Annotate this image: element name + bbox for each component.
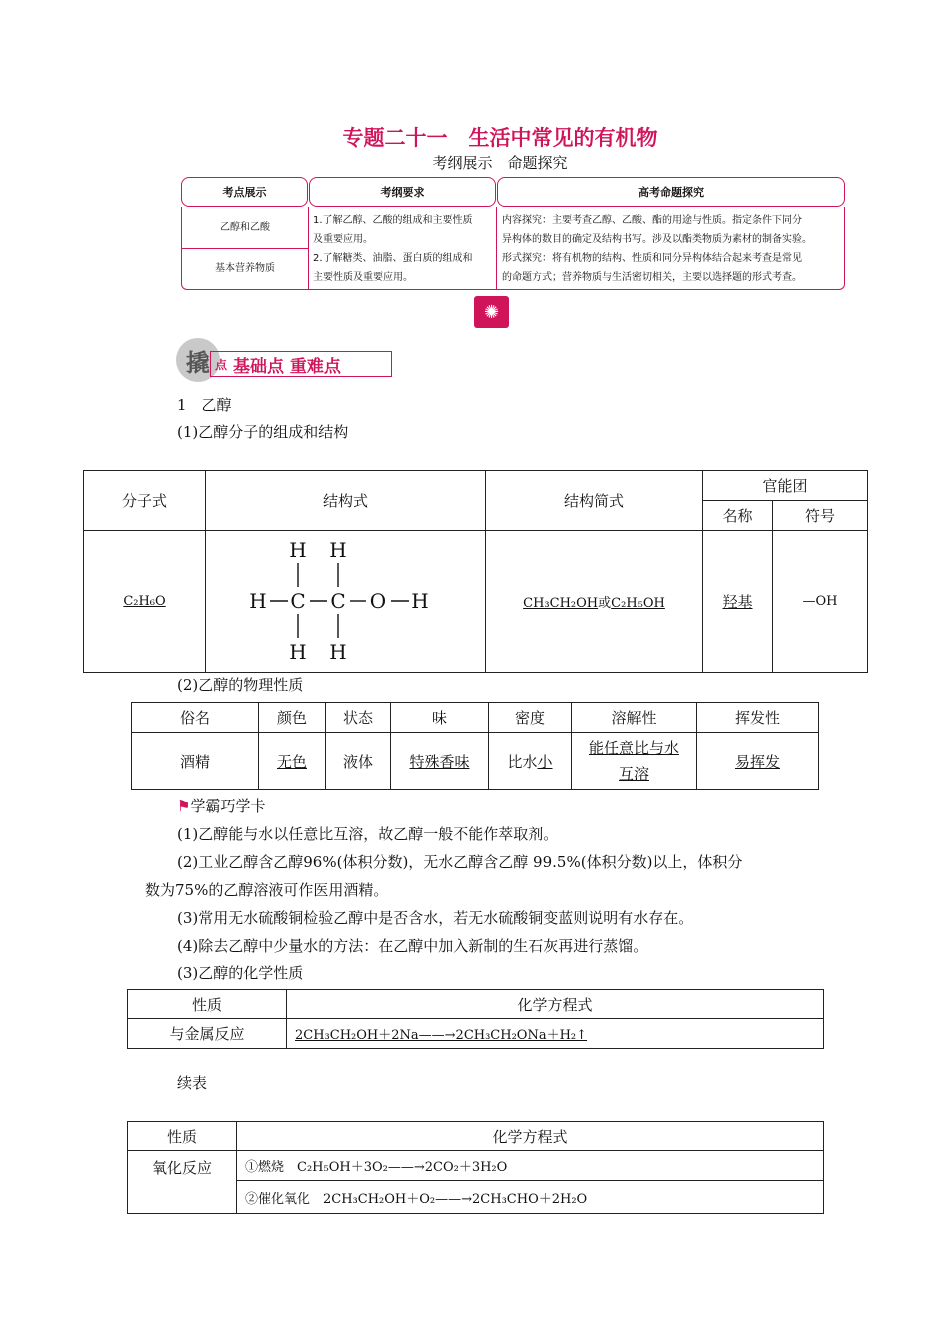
tip-3: (3)常用无水硫酸铜检验乙醇中是否含水，若无水硫酸铜变蓝则说明有水存在。 <box>177 909 694 927</box>
tips-icon: ⚑ <box>177 797 191 815</box>
col-simple: 结构简式 <box>486 471 703 531</box>
phys-header-density: 密度 <box>489 703 572 733</box>
chem2-header-equation: 化学方程式 <box>237 1122 824 1151</box>
exploration-text: 内容探究：主要考查乙醇、乙酸、酯的用途与性质。指定条件下同分 异构体的数目的确定及结构书写。涉及以酯类物质为素材的制备实验。 形式探究：将有机物的结构、性质和同分异构体结合起来考查是常见 的命题方式；营养物质与生活密切相关，主要以选择题的形式考查。 <box>502 215 812 283</box>
group-name-value: 羟基 <box>703 531 773 673</box>
group-symbol-value: —OH <box>773 531 868 673</box>
continued-label: 续表 <box>177 1074 208 1092</box>
chem1-row-equation: 2CH₃CH₂OH＋2Na——→2CH₃CH₂ONa＋H₂↑ <box>287 1019 824 1049</box>
structural-formula <box>206 531 486 673</box>
svg-text:H: H <box>328 639 347 664</box>
heading-composition: (1)乙醇分子的组成和结构 <box>177 423 349 441</box>
chem-table-1 <box>127 989 824 1049</box>
overview-table <box>181 177 845 290</box>
badge-circle-icon: 撬 <box>176 338 220 382</box>
heading-ethanol: 1 乙醇 <box>177 396 232 414</box>
svg-text:C: C <box>289 588 306 613</box>
requirements-text: 1.了解乙醇、乙酸的组成和主要性质 及重要应用。 2.了解糖类、油脂、蛋白质的组成和 主要性质及重要应用。 <box>313 215 473 283</box>
phys-value-volatility: 易挥发 <box>697 733 819 790</box>
tip-4: (4)除去乙醇中少量水的方法：在乙醇中加入新制的生石灰再进行蒸馏。 <box>177 937 649 955</box>
topic-ethanol-acetic: 乙醇和乙酸 <box>220 222 270 233</box>
svg-text:H: H <box>328 537 347 562</box>
tip-2-cont: 数为75%的乙醇溶液可作医用酒精。 <box>145 881 389 899</box>
phys-header-smell: 味 <box>391 703 489 733</box>
svg-text:H: H <box>288 639 307 664</box>
overview-header-exploration: 高考命题探究 <box>497 177 845 207</box>
heading-physical: (2)乙醇的物理性质 <box>177 676 304 694</box>
chem1-header-property: 性质 <box>128 990 287 1019</box>
overview-header-requirement: 考纲要求 <box>309 177 496 207</box>
phys-header-color: 颜色 <box>259 703 326 733</box>
phys-header-state: 状态 <box>326 703 391 733</box>
tips-label: ⚑学霸巧学卡 <box>177 797 266 815</box>
col-structure: 结构式 <box>206 471 486 531</box>
col-group-name: 名称 <box>703 501 773 531</box>
svg-text:H: H <box>248 588 267 613</box>
overview-header-topic: 考点展示 <box>181 177 308 207</box>
phys-value-solubility: 能任意比与水 互溶 <box>572 733 697 790</box>
structure-table <box>83 470 868 673</box>
chem2-row-label: 氧化反应 <box>128 1151 237 1214</box>
phys-value-color: 无色 <box>259 733 326 790</box>
page-subtitle: 考纲展示 命题探究 <box>432 154 568 172</box>
chem-table-2 <box>127 1121 824 1214</box>
tip-1: (1)乙醇能与水以任意比互溶，故乙醇一般不能作萃取剂。 <box>177 825 559 843</box>
topic-nutrients: 基本营养物质 <box>215 263 275 274</box>
phys-value-smell: 特殊香味 <box>391 733 489 790</box>
chem2-header-property: 性质 <box>128 1122 237 1151</box>
ethanol-structure-diagram <box>226 535 466 665</box>
physical-table <box>131 702 819 790</box>
tip-2: (2)工业乙醇含乙醇96%(体积分数)，无水乙醇含乙醇 99.5%(体积分数)以上，体积分 <box>177 853 743 871</box>
phys-value-state: 液体 <box>326 733 391 790</box>
phys-header-volatility: 挥发性 <box>697 703 819 733</box>
phys-value-name: 酒精 <box>132 733 259 790</box>
phys-value-density: 比水小 <box>489 733 572 790</box>
phys-header-solubility: 溶解性 <box>572 703 697 733</box>
page-title: 专题二十一 生活中常见的有机物 <box>342 126 658 150</box>
overview-body <box>181 207 845 290</box>
svg-text:H: H <box>410 588 429 613</box>
section-icon: ✺ <box>474 296 509 328</box>
col-formula: 分子式 <box>84 471 206 531</box>
svg-text:H: H <box>288 537 307 562</box>
simple-formula-value: CH₃CH₂OH或C₂H₅OH <box>486 531 703 673</box>
section-badge <box>176 338 394 382</box>
col-group-symbol: 符号 <box>773 501 868 531</box>
chem2-eq-combustion: ①燃烧 C₂H₅OH＋3O₂——→2CO₂＋3H₂O <box>237 1151 824 1181</box>
phys-header-name: 俗名 <box>132 703 259 733</box>
chem2-eq-catalytic: ②催化氧化 2CH₃CH₂OH＋O₂——→2CH₃CHO＋2H₂O <box>237 1181 824 1214</box>
svg-text:C: C <box>329 588 346 613</box>
col-functional-group: 官能团 <box>703 471 868 501</box>
chem1-header-equation: 化学方程式 <box>287 990 824 1019</box>
badge-label-box: 点 基础点 重难点 <box>210 351 392 377</box>
svg-text:O: O <box>369 588 386 613</box>
badge-label: 基础点 重难点 <box>233 356 341 377</box>
heading-chemical: (3)乙醇的化学性质 <box>177 964 304 982</box>
chem1-row-label: 与金属反应 <box>128 1019 287 1049</box>
formula-value: C₂H₆O <box>84 531 206 673</box>
